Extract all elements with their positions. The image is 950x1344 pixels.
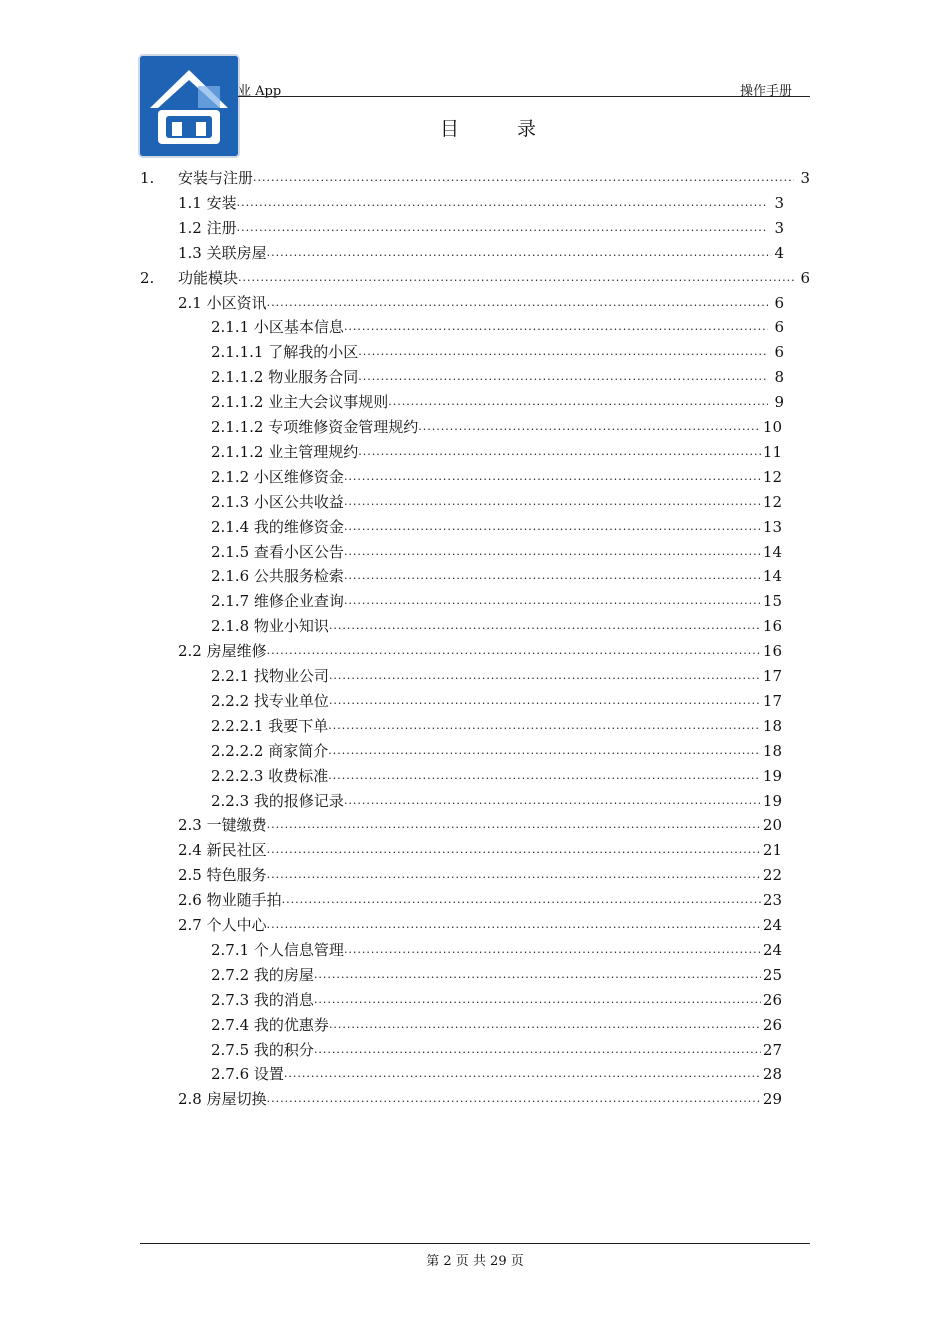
toc-dot-leader [344,567,761,585]
toc-entry-page: 14 [762,542,782,561]
toc-dot-leader [344,941,761,959]
toc-entry-number: 2. [140,268,155,287]
toc-entry-label: 2.7.4 我的优惠券 [211,1015,329,1034]
toc-entry-page: 18 [762,741,782,760]
toc-entry[interactable] [178,291,784,315]
toc-entry-label: 2.7.5 我的积分 [211,1040,314,1059]
toc-entry[interactable] [178,913,782,937]
toc-entry[interactable] [211,963,782,987]
toc-entry[interactable] [211,390,784,414]
toc-entry-label: 2.1 小区资讯 [178,293,267,312]
toc-dot-leader [328,767,761,785]
toc-entry-label: 2.2.2.1 我要下单 [211,716,329,735]
toc-entry-page: 4 [774,243,784,262]
toc-dot-leader [344,493,761,511]
toc-dot-leader [267,916,761,934]
toc-entry-label: 2.1.3 小区公共收益 [211,492,344,511]
toc-dot-leader [267,244,768,262]
toc-entry[interactable] [178,863,782,887]
toc-entry-page: 6 [774,318,784,337]
toc-entry-page: 24 [762,940,782,959]
toc-entry-label: 1.2 注册 [178,218,237,237]
toc-dot-leader [267,816,761,834]
toc-entry[interactable] [211,714,782,738]
toc-dot-leader [267,841,761,859]
toc-entry[interactable] [211,515,782,539]
toc-dot-leader [237,194,768,212]
toc-dot-leader [344,792,761,810]
toc-entry[interactable] [178,191,784,215]
toc-dot-leader [314,1041,761,1059]
toc-entry[interactable] [211,614,782,638]
toc-entry-page: 22 [762,866,782,885]
toc-dot-leader [418,418,761,436]
toc-entry[interactable] [211,340,784,364]
toc-dot-leader [344,592,761,610]
toc-entry[interactable] [211,490,782,514]
toc-dot-leader [329,667,761,685]
toc-entry-page: 17 [762,691,782,710]
toc-entry-label: 2.3 一键缴费 [178,816,267,835]
toc-entry[interactable] [211,938,782,962]
toc-entry-label: 2.1.1.1 了解我的小区 [211,343,359,362]
toc-entry[interactable] [211,315,784,339]
header-rule [238,96,810,97]
toc-dot-leader [314,991,761,1009]
toc-entry-label: 1.3 关联房屋 [178,243,267,262]
toc-entry[interactable] [140,166,810,190]
toc-entry[interactable] [211,988,782,1012]
toc-dot-leader [267,642,761,660]
toc-entry-page: 20 [762,816,782,835]
toc-entry[interactable] [178,838,782,862]
toc-entry-label: 2.7.2 我的房屋 [211,965,314,984]
toc-dot-leader [329,1016,761,1034]
toc-entry-page: 24 [762,916,782,934]
toc-entry[interactable] [178,216,784,240]
toc-entry-page: 17 [762,667,782,685]
toc-entry-page: 13 [762,517,782,536]
toc-entry-page: 12 [762,492,782,511]
toc-entry-page: 19 [762,766,782,785]
toc-entry-page: 14 [762,567,782,586]
toc-dot-leader [328,717,761,735]
toc-entry[interactable] [211,465,782,489]
toc-entry-label: 安装与注册 [178,169,254,187]
toc-entry[interactable] [211,1038,782,1062]
toc-entry-label: 2.1.1.2 物业服务合同 [211,368,359,387]
toc-entry-label: 2.7 个人中心 [178,916,267,934]
toc-entry-label: 2.1.5 查看小区公告 [211,542,344,561]
toc-entry[interactable] [178,813,782,837]
toc-dot-leader [267,294,768,312]
toc-entry-page: 16 [762,617,782,636]
toc-entry-number: 1. [140,169,155,187]
toc-dot-leader [358,443,761,461]
toc-entry-page: 9 [774,393,784,412]
toc-entry-label: 1.1 安装 [178,193,237,212]
header-manual-label: 操作手册 [740,84,793,99]
header-app-name: 业 App [238,84,282,99]
toc-entry[interactable] [140,266,810,290]
toc-dot-leader [314,966,761,984]
toc-entry-page: 10 [762,418,782,436]
toc-entry-label: 2.7.6 设置 [211,1065,284,1084]
toc-entry[interactable] [211,1062,782,1086]
toc-entry[interactable] [211,764,782,788]
toc-entry[interactable] [211,365,784,389]
toc-entry-label: 2.1.8 物业小知识 [211,617,329,636]
toc-entry-page: 27 [762,1040,782,1059]
toc-entry-page: 16 [762,642,782,661]
toc-entry-page: 6 [774,293,784,312]
toc-entry-page: 8 [774,368,784,387]
toc-entry-page: 12 [762,467,782,486]
toc-entry-label: 2.1.7 维修企业查询 [211,592,344,611]
toc-entry-label: 2.2.2.3 收费标准 [211,766,329,785]
toc-entry-page: 26 [762,990,782,1009]
app-logo [140,56,238,156]
toc-entry[interactable] [211,789,782,813]
toc-entry[interactable] [211,689,782,713]
toc-dot-leader [237,219,768,237]
toc-entry-page: 6 [800,268,810,287]
toc-entry[interactable] [211,415,782,439]
toc-entry-page: 28 [762,1065,782,1084]
toc-entry[interactable] [178,639,782,663]
toc-entry-label: 功能模块 [178,268,239,287]
toc-entry-label: 2.1.4 我的维修资金 [211,517,344,536]
toc-entry-page: 26 [762,1015,782,1034]
toc-entry-page: 3 [774,218,784,237]
toc-entry[interactable] [211,564,782,588]
toc-dot-leader [329,692,761,710]
toc-entry-label: 2.2.2 找专业单位 [211,691,329,710]
toc-entry-label: 2.2.1 找物业公司 [211,667,329,685]
toc-entry-page: 11 [762,442,782,461]
toc-entry-page: 18 [762,716,782,735]
house-logo-icon [140,56,238,156]
toc-entry[interactable] [211,664,782,688]
toc-entry-label: 2.8 房屋切换 [178,1090,267,1109]
toc-entry-label: 2.7.1 个人信息管理 [211,940,344,959]
toc-dot-leader [282,891,761,909]
toc-entry-page: 21 [762,841,782,860]
toc-dot-leader [344,318,768,336]
toc-dot-leader [253,169,794,187]
toc-entry-label: 2.1.1.2 业主管理规约 [211,442,359,461]
toc-dot-leader [267,1090,761,1108]
page-number-footer: 第 2 页 共 29 页 [426,1254,524,1269]
toc-entry[interactable] [178,1087,782,1111]
toc-entry-label: 2.5 特色服务 [178,866,267,885]
toc-entry-page: 23 [762,891,782,910]
toc-entry[interactable] [211,540,782,564]
toc-dot-leader [344,518,761,536]
toc-dot-leader [267,866,761,884]
toc-dot-leader [344,468,761,486]
toc-entry-page: 3 [800,169,810,187]
toc-entry-label: 2.6 物业随手拍 [178,891,282,910]
toc-dot-leader [238,269,794,287]
toc-entry-page: 6 [774,343,784,362]
toc-entry-page: 25 [762,965,782,984]
toc-entry-label: 2.7.3 我的消息 [211,990,314,1009]
toc-dot-leader [329,617,761,635]
toc-dot-leader [284,1065,761,1083]
toc-title: 目 录 [439,118,563,140]
toc-entry-label: 2.2 房屋维修 [178,642,267,661]
toc-dot-leader [358,343,768,361]
toc-dot-leader [358,368,768,386]
toc-entry[interactable] [211,739,782,763]
toc-dot-leader [388,393,768,411]
toc-entry-label: 2.1.6 公共服务检索 [211,567,344,586]
toc-entry[interactable] [211,440,782,464]
toc-entry[interactable] [211,589,782,613]
toc-entry-label: 2.2.3 我的报修记录 [211,791,344,810]
toc-entry-label: 2.1.1.2 业主大会议事规则 [211,393,389,412]
toc-entry-page: 3 [774,193,784,212]
toc-entry-page: 15 [762,592,782,611]
toc-dot-leader [344,543,761,561]
toc-entry-label: 2.2.2.2 商家简介 [211,741,329,760]
toc-entry[interactable] [211,1013,782,1037]
toc-entry-label: 2.4 新民社区 [178,841,267,860]
toc-entry[interactable] [178,888,782,912]
toc-entry-label: 2.1.2 小区维修资金 [211,467,344,486]
footer-rule [140,1243,810,1244]
toc-entry-label: 2.1.1.2 专项维修资金管理规约 [211,418,419,436]
toc-entry[interactable] [178,241,784,265]
toc-entry-page: 29 [762,1090,782,1109]
toc-entry-page: 19 [762,791,782,810]
toc-entry-label: 2.1.1 小区基本信息 [211,318,344,337]
toc-dot-leader [328,742,761,760]
